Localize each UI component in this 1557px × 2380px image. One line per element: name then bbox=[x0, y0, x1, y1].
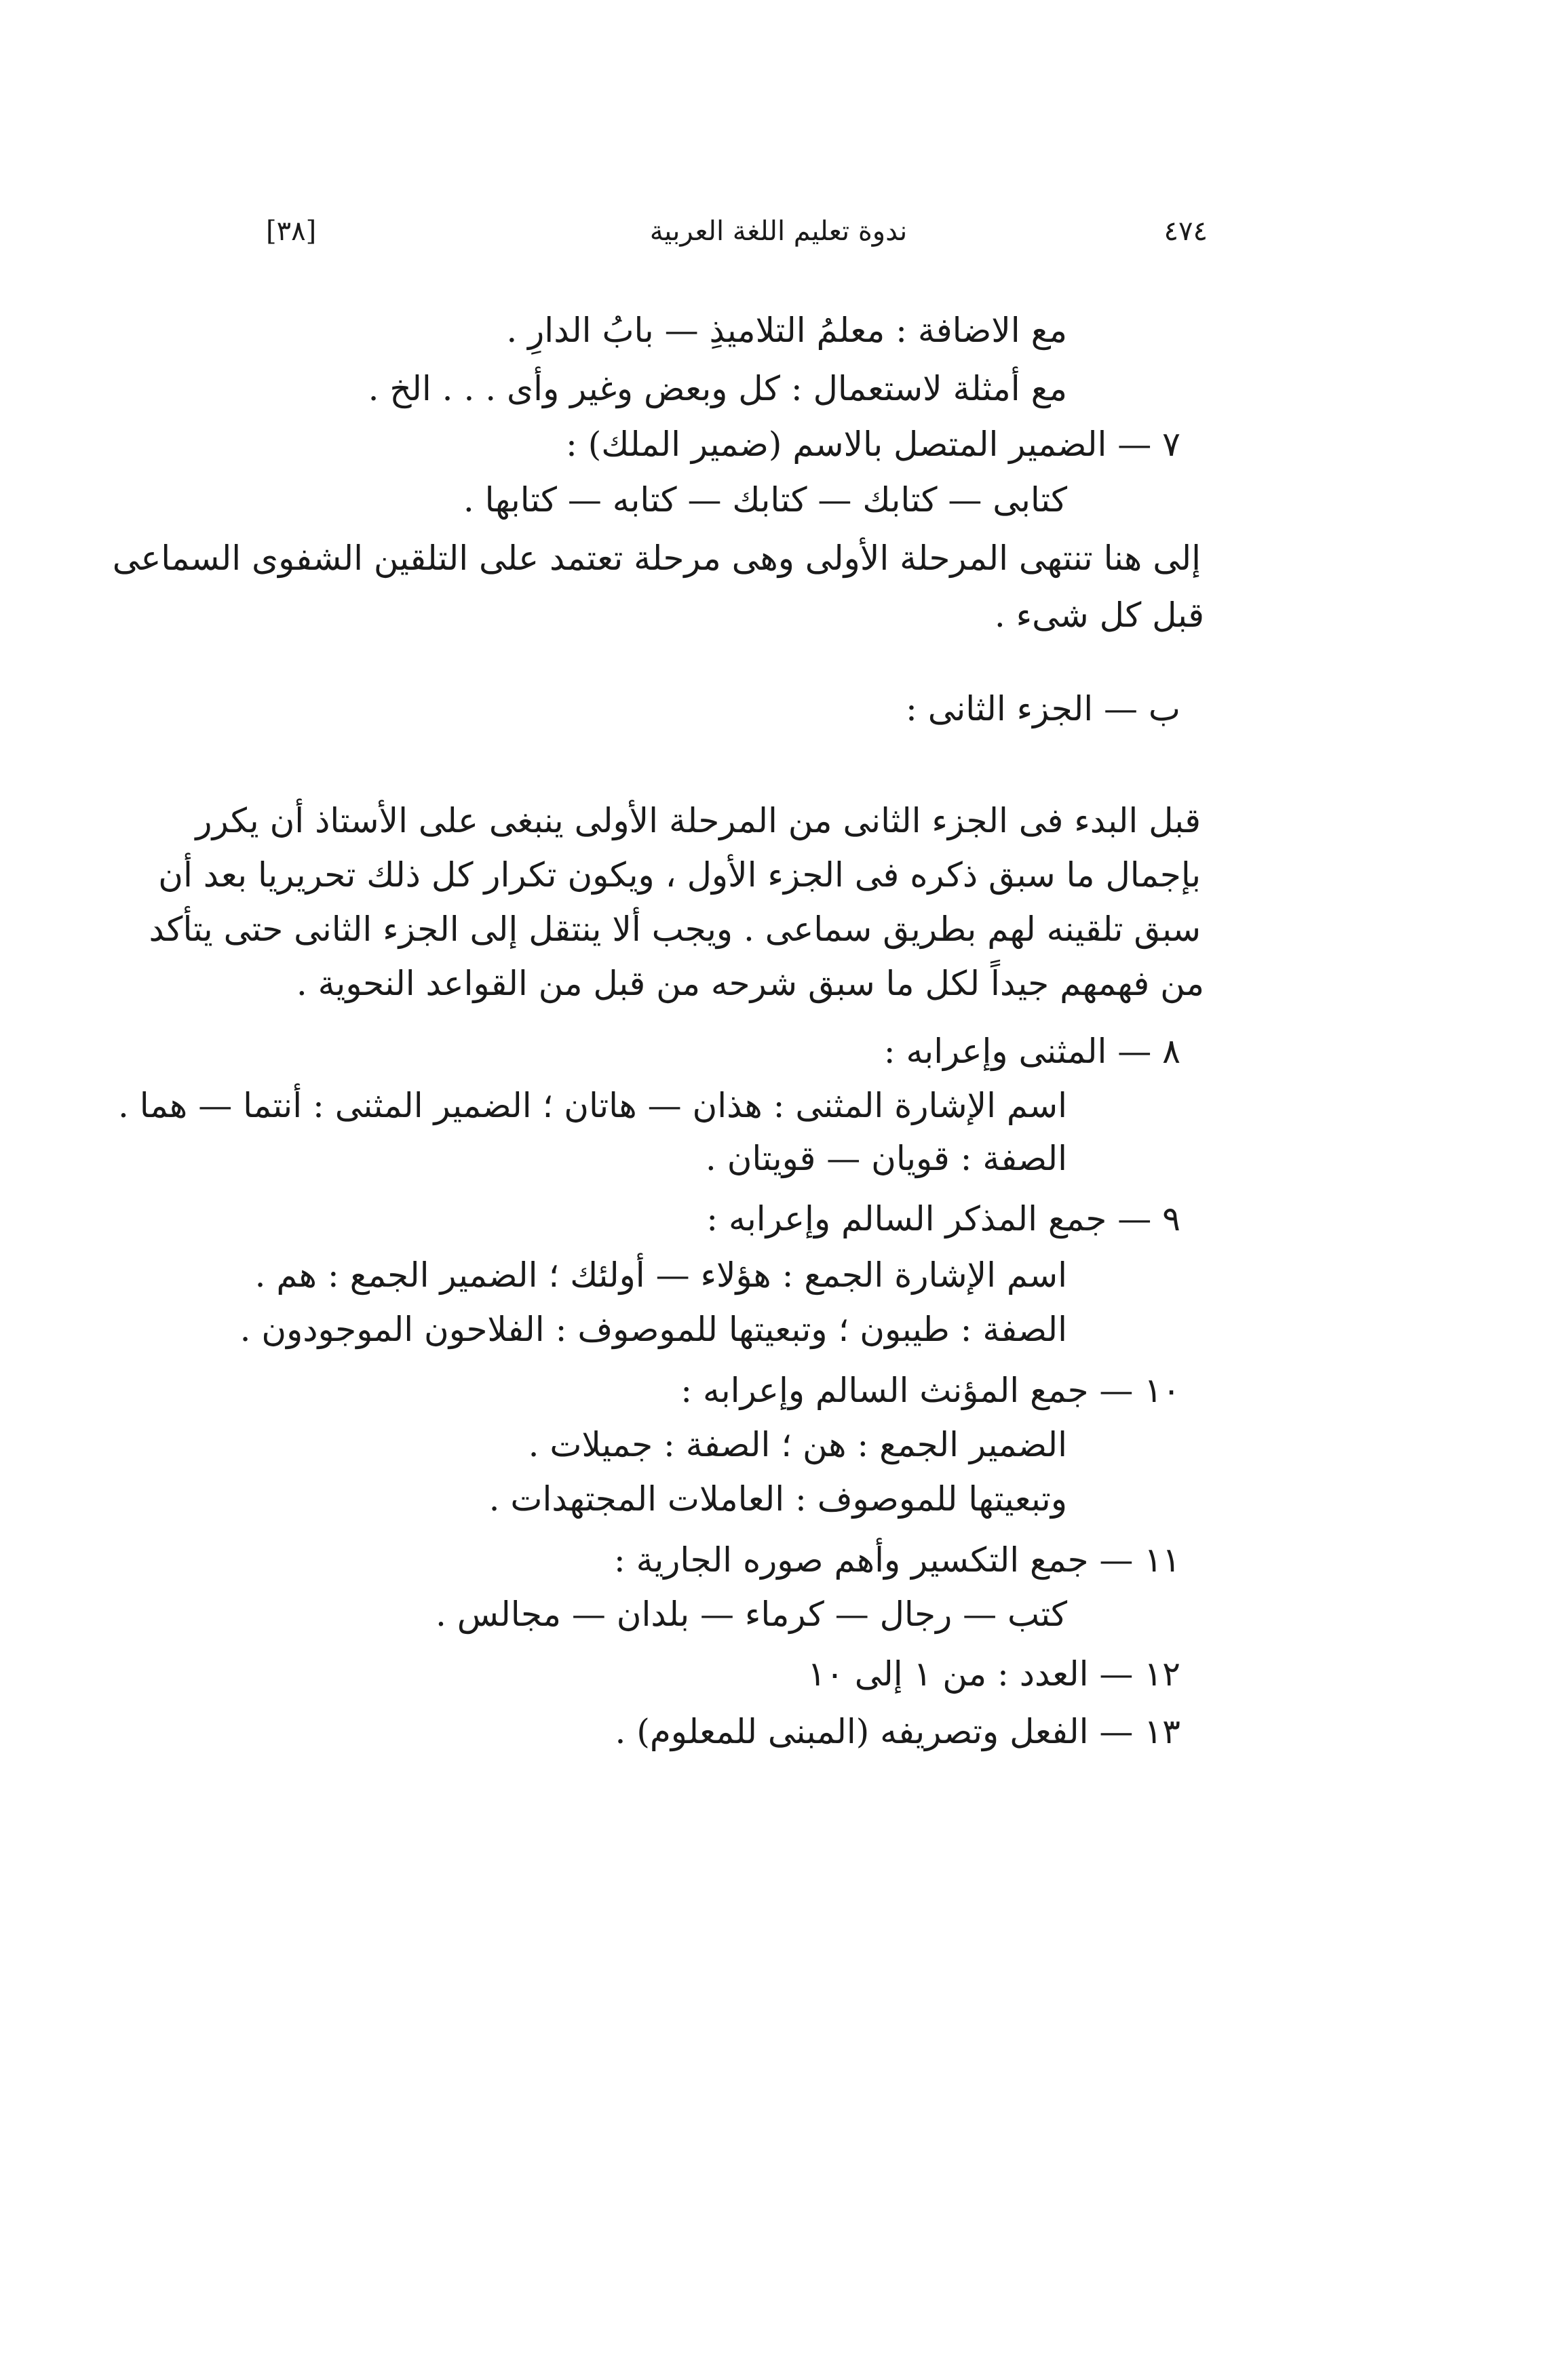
text-line: الصفة : قويان — قويتان . bbox=[705, 1139, 1067, 1178]
paragraph-line: إلى هنا تنتهى المرحلة الأولى وهى مرحلة تعتمد على التلقين الشفوى السماعى bbox=[112, 539, 1201, 578]
text-line: اسم الإشارة الجمع : هؤلاء — أولئك ؛ الضمير الجمع : هم . bbox=[254, 1255, 1067, 1295]
paragraph-line: من فهمهم جيداً لكل ما سبق شرحه من قبل من القواعد النحوية . bbox=[296, 964, 1204, 1003]
list-item-heading: ١٢ — العدد : من ١ إلى ١٠ bbox=[807, 1654, 1180, 1694]
text-line: اسم الإشارة المثنى : هذان — هاتان ؛ الضمير المثنى : أنتما — هما . bbox=[118, 1086, 1067, 1125]
text-line: وتبعيتها للموصوف : العاملات المجتهدات . bbox=[488, 1479, 1067, 1519]
section-heading: ب — الجزء الثانى : bbox=[905, 689, 1180, 728]
paragraph-line: قبل البدء فى الجزء الثانى من المرحلة الأولى ينبغى على الأستاذ أن يكرر bbox=[195, 801, 1201, 840]
text-line: مع أمثلة لاستعمال : كل وبعض وغير وأى . . . الخ . bbox=[368, 369, 1067, 408]
paragraph-line: سبق تلقينه لهم بطريق سماعى . ويجب ألا ينتقل إلى الجزء الثانى حتى يتأكد bbox=[149, 910, 1201, 949]
list-item-heading: ٨ — المثنى وإعرابه : bbox=[883, 1032, 1180, 1071]
text-line: كتب — رجال — كرماء — بلدان — مجالس . bbox=[435, 1595, 1067, 1634]
list-item-heading: ٩ — جمع المذكر السالم وإعرابه : bbox=[706, 1199, 1180, 1238]
list-item-heading: ١١ — جمع التكسير وأهم صوره الجارية : bbox=[613, 1540, 1180, 1580]
bracket-reference: [٣٨] bbox=[266, 216, 317, 247]
paragraph-line: بإجمال ما سبق ذكره فى الجزء الأول ، ويكون تكرار كل ذلك تحريريا بعد أن bbox=[158, 855, 1201, 895]
text-line: الصفة : طيبون ؛ وتبعيتها للموصوف : الفلاحون الموجودون . bbox=[239, 1310, 1067, 1349]
paragraph-line: قبل كل شىء . bbox=[994, 596, 1204, 635]
list-item-heading: ٧ — الضمير المتصل بالاسم (ضمير الملك) : bbox=[566, 425, 1180, 464]
list-item-heading: ١٣ — الفعل وتصريفه (المبنى للمعلوم) . bbox=[615, 1712, 1180, 1751]
text-line: كتابى — كتابك — كتابك — كتابه — كتابها . bbox=[463, 480, 1067, 520]
list-item-heading: ١٠ — جمع المؤنث السالم وإعرابه : bbox=[680, 1371, 1180, 1410]
text-line: الضمير الجمع : هن ؛ الصفة : جميلات . bbox=[528, 1425, 1067, 1464]
text-line: مع الاضافة : معلمُ التلاميذِ — بابُ الدارِ . bbox=[506, 311, 1067, 350]
page-number: ٤٧٤ bbox=[1164, 216, 1208, 247]
running-title: ندوة تعليم اللغة العربية bbox=[649, 216, 908, 247]
